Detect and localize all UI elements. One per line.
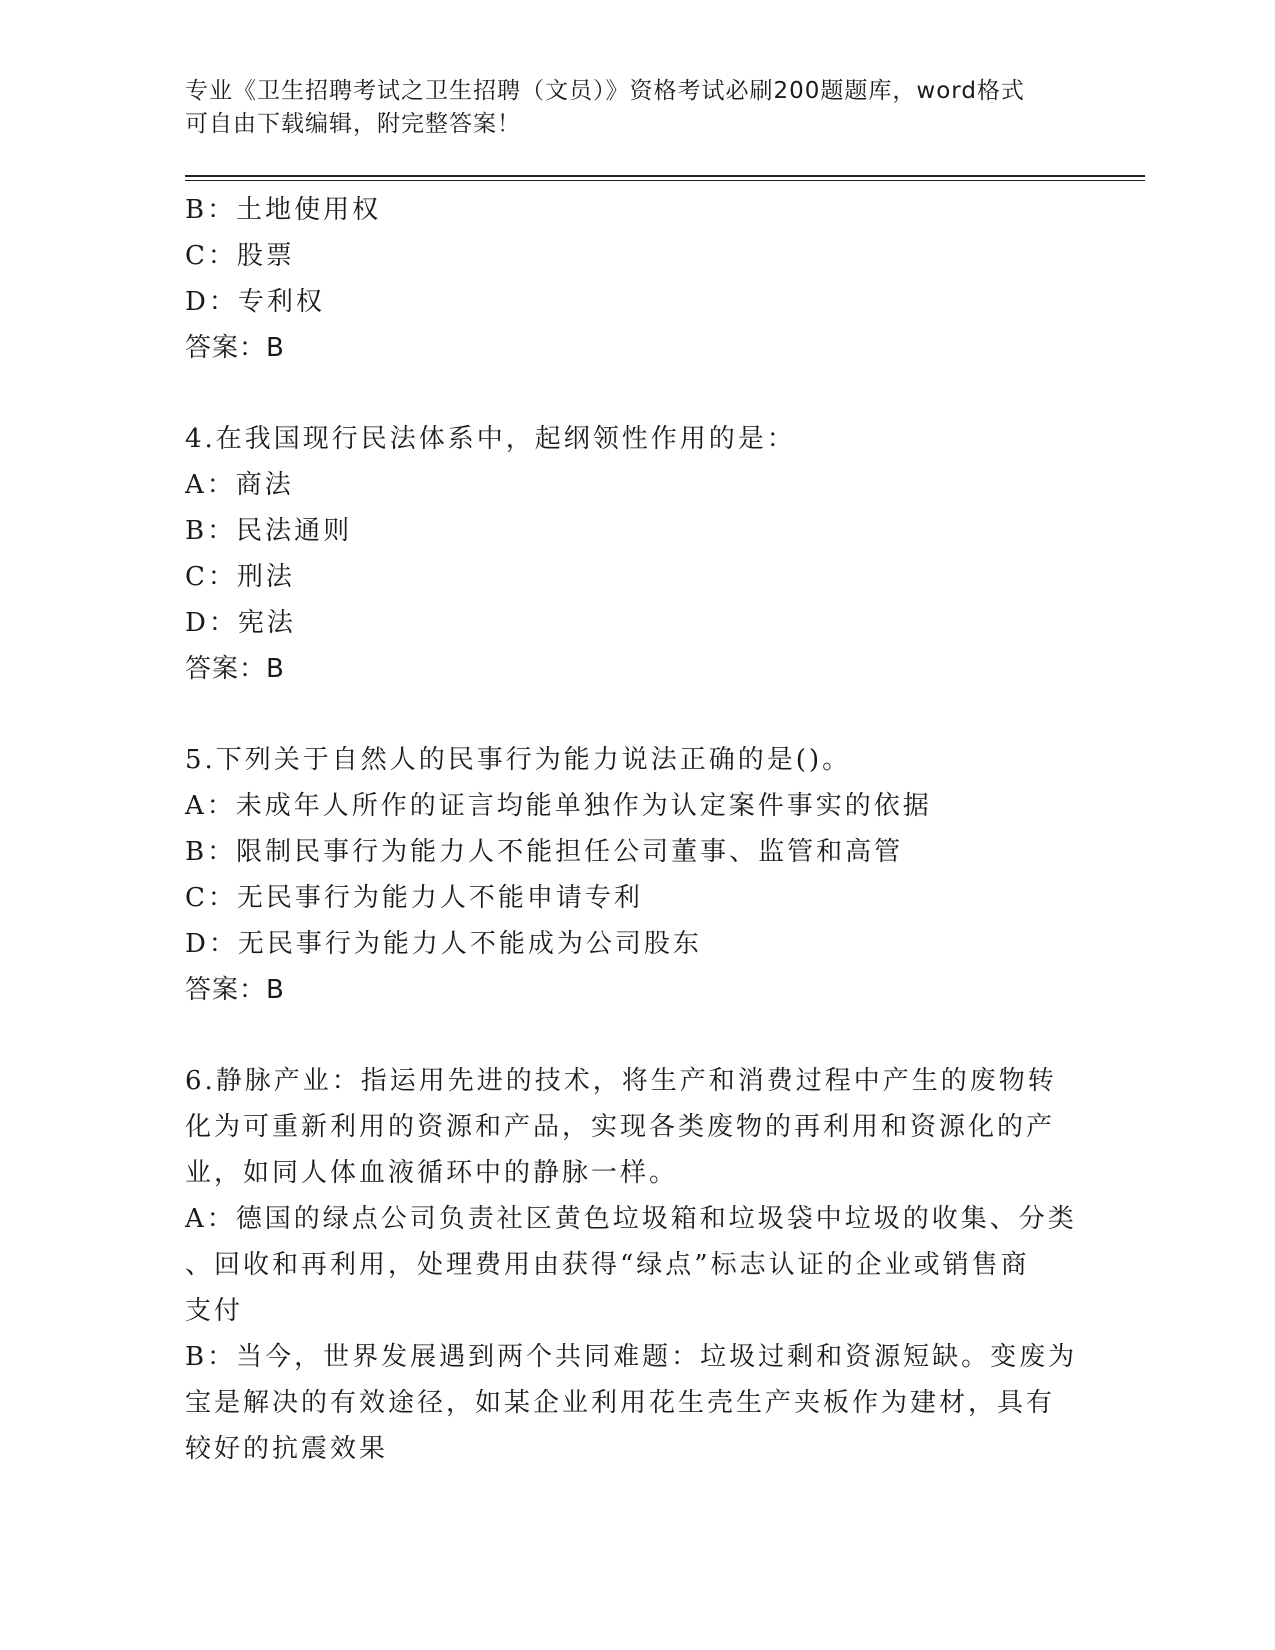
option-a: A：未成年人所作的证言均能单独作为认定案件事实的依据 — [185, 791, 932, 821]
header-rule — [185, 175, 1145, 177]
option-c: C：股票 — [185, 241, 295, 271]
question-6 — [185, 1058, 1085, 1472]
option-d: D：专利权 — [185, 287, 325, 317]
question-4 — [185, 416, 1085, 692]
option-b: B：民法通则 — [185, 516, 353, 546]
question-text-line-2: 化为可重新利用的资源和产品，实现各类废物的再利用和资源化的产 — [185, 1112, 1056, 1142]
question-text: 4.在我国现行民法体系中，起纲领性作用的是： — [185, 424, 796, 454]
question-text: 5.下列关于自然人的民事行为能力说法正确的是()。 — [185, 745, 852, 775]
option-d: D：无民事行为能力人不能成为公司股东 — [185, 929, 702, 959]
option-b: B：土地使用权 — [185, 195, 382, 225]
option-a-line-2: 、回收和再利用，处理费用由获得“绿点”标志认证的企业或销售商 — [185, 1250, 1030, 1280]
question-text-line-3: 业，如同人体血液循环中的静脉一样。 — [185, 1158, 679, 1188]
answer: 答案：B — [185, 333, 285, 363]
document-body — [185, 187, 1085, 1472]
option-a-line-1: A：德国的绿点公司负责社区黄色垃圾箱和垃圾袋中垃圾的收集、分类 — [185, 1204, 1077, 1234]
answer: 答案：B — [185, 975, 285, 1005]
option-d: D：宪法 — [185, 608, 296, 638]
option-c: C：无民事行为能力人不能申请专利 — [185, 883, 643, 913]
option-c: C：刑法 — [185, 562, 295, 592]
header-line-1: 专业《卫生招聘考试之卫生招聘（文员）》资格考试必刷200题题库，word格式 — [185, 78, 1025, 104]
option-a: A：商法 — [185, 470, 294, 500]
option-b-line-3: 较好的抗震效果 — [185, 1434, 389, 1464]
option-b-line-1: B：当今，世界发展遇到两个共同难题：垃圾过剩和资源短缺。变废为 — [185, 1342, 1078, 1372]
header-rule-thin — [185, 180, 1145, 181]
header-line-2: 可自由下载编辑，附完整答案！ — [185, 111, 521, 137]
option-b: B：限制民事行为能力人不能担任公司董事、监管和高管 — [185, 837, 904, 867]
question-5 — [185, 737, 1085, 1013]
option-b-line-2: 宝是解决的有效途径，如某企业利用花生壳生产夹板作为建材，具有 — [185, 1388, 1056, 1418]
question-3-continued — [185, 187, 1085, 371]
question-text-line-1: 6.静脉产业：指运用先进的技术，将生产和消费过程中产生的废物转 — [185, 1066, 1057, 1096]
option-a-line-3: 支付 — [185, 1296, 244, 1326]
page-header — [185, 75, 1065, 141]
answer: 答案：B — [185, 654, 285, 684]
